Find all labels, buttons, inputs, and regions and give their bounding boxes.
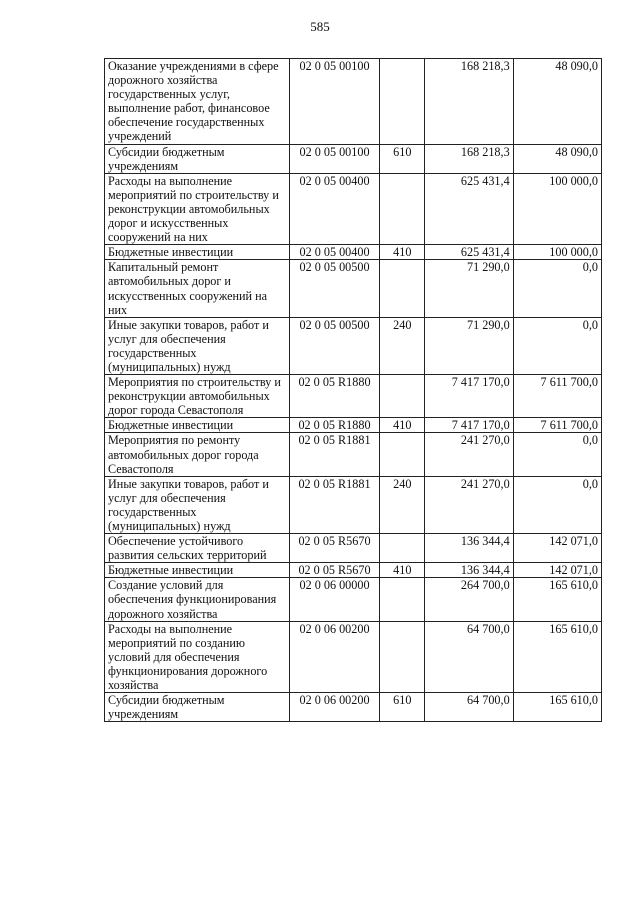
- amount-year-1-cell: 71 290,0: [425, 260, 513, 317]
- expense-name-cell: Субсидии бюджетным учреждениям: [105, 693, 290, 722]
- table-row: [105, 375, 602, 418]
- amount-year-1-cell: 136 344,4: [425, 563, 513, 578]
- target-code-cell: 02 0 05 00500: [289, 260, 379, 317]
- expense-name-cell: Бюджетные инвестиции: [105, 563, 290, 578]
- amount-year-1-cell: 71 290,0: [425, 317, 513, 374]
- expense-name-cell: Капитальный ремонт автомобильных дорог и искусственных сооружений на них: [105, 260, 290, 317]
- target-code-cell: 02 0 05 R1880: [289, 375, 379, 418]
- target-code-cell: 02 0 05 00500: [289, 317, 379, 374]
- amount-year-1-cell: 264 700,0: [425, 578, 513, 621]
- table-row: [105, 59, 602, 145]
- table-row: [105, 563, 602, 578]
- expense-type-cell: 240: [380, 476, 425, 533]
- target-code-cell: 02 0 06 00000: [289, 578, 379, 621]
- amount-year-1-cell: 168 218,3: [425, 144, 513, 173]
- table-row: [105, 578, 602, 621]
- target-code-cell: 02 0 05 00400: [289, 245, 379, 260]
- target-code-cell: 02 0 05 R5670: [289, 534, 379, 563]
- target-code-cell: 02 0 05 R1881: [289, 433, 379, 476]
- target-code-cell: 02 0 05 00100: [289, 59, 379, 145]
- target-code-cell: 02 0 05 R5670: [289, 563, 379, 578]
- expense-type-cell: [380, 534, 425, 563]
- amount-year-2-cell: 7 611 700,0: [513, 418, 601, 433]
- target-code-cell: 02 0 05 R1881: [289, 476, 379, 533]
- amount-year-1-cell: 625 431,4: [425, 245, 513, 260]
- expense-type-cell: [380, 59, 425, 145]
- table-row: [105, 245, 602, 260]
- budget-table: [104, 58, 602, 722]
- amount-year-1-cell: 241 270,0: [425, 476, 513, 533]
- amount-year-1-cell: 64 700,0: [425, 693, 513, 722]
- table-row: [105, 418, 602, 433]
- table-row: [105, 144, 602, 173]
- amount-year-2-cell: 165 610,0: [513, 578, 601, 621]
- expense-name-cell: Иные закупки товаров, работ и услуг для обеспечения государственных (муниципальных) нужд: [105, 317, 290, 374]
- amount-year-2-cell: 0,0: [513, 317, 601, 374]
- amount-year-2-cell: 100 000,0: [513, 173, 601, 244]
- table-row: [105, 260, 602, 317]
- expense-name-cell: Обеспечение устойчивого развития сельских территорий: [105, 534, 290, 563]
- target-code-cell: 02 0 05 00100: [289, 144, 379, 173]
- amount-year-2-cell: 165 610,0: [513, 621, 601, 692]
- amount-year-2-cell: 165 610,0: [513, 693, 601, 722]
- amount-year-2-cell: 0,0: [513, 476, 601, 533]
- table-row: [105, 476, 602, 533]
- amount-year-2-cell: 0,0: [513, 433, 601, 476]
- expense-type-cell: 410: [380, 418, 425, 433]
- expense-type-cell: [380, 375, 425, 418]
- table-row: [105, 534, 602, 563]
- expense-type-cell: 610: [380, 693, 425, 722]
- amount-year-2-cell: 0,0: [513, 260, 601, 317]
- page-number: 585: [310, 19, 330, 34]
- amount-year-2-cell: 100 000,0: [513, 245, 601, 260]
- expense-name-cell: Расходы на выполнение мероприятий по строительству и реконструкции автомобильных дорог и искусственных сооружений на них: [105, 173, 290, 244]
- table-row: [105, 317, 602, 374]
- amount-year-1-cell: 64 700,0: [425, 621, 513, 692]
- target-code-cell: 02 0 05 R1880: [289, 418, 379, 433]
- amount-year-1-cell: 625 431,4: [425, 173, 513, 244]
- target-code-cell: 02 0 06 00200: [289, 693, 379, 722]
- expense-type-cell: 610: [380, 144, 425, 173]
- table-row: [105, 621, 602, 692]
- target-code-cell: 02 0 05 00400: [289, 173, 379, 244]
- target-code-cell: 02 0 06 00200: [289, 621, 379, 692]
- expense-type-cell: 410: [380, 563, 425, 578]
- table-row: [105, 693, 602, 722]
- amount-year-1-cell: 7 417 170,0: [425, 418, 513, 433]
- expense-type-cell: [380, 260, 425, 317]
- amount-year-2-cell: 142 071,0: [513, 534, 601, 563]
- amount-year-1-cell: 7 417 170,0: [425, 375, 513, 418]
- amount-year-2-cell: 48 090,0: [513, 144, 601, 173]
- table-row: [105, 173, 602, 244]
- expense-name-cell: Иные закупки товаров, работ и услуг для обеспечения государственных (муниципальных) нужд: [105, 476, 290, 533]
- expense-type-cell: 410: [380, 245, 425, 260]
- amount-year-1-cell: 136 344,4: [425, 534, 513, 563]
- expense-name-cell: Мероприятия по строительству и реконструкции автомобильных дорог города Севастополя: [105, 375, 290, 418]
- expense-type-cell: [380, 433, 425, 476]
- amount-year-2-cell: 142 071,0: [513, 563, 601, 578]
- expense-type-cell: 240: [380, 317, 425, 374]
- budget-table-body: [105, 59, 602, 722]
- amount-year-2-cell: 7 611 700,0: [513, 375, 601, 418]
- amount-year-1-cell: 168 218,3: [425, 59, 513, 145]
- expense-type-cell: [380, 173, 425, 244]
- expense-name-cell: Создание условий для обеспечения функционирования дорожного хозяйства: [105, 578, 290, 621]
- table-row: [105, 433, 602, 476]
- expense-name-cell: Бюджетные инвестиции: [105, 245, 290, 260]
- expense-type-cell: [380, 621, 425, 692]
- amount-year-2-cell: 48 090,0: [513, 59, 601, 145]
- expense-name-cell: Субсидии бюджетным учреждениям: [105, 144, 290, 173]
- expense-name-cell: Оказание учреждениями в сфере дорожного хозяйства государственных услуг, выполнение работ, финансовое обеспечение государственных учреждений: [105, 59, 290, 145]
- expense-name-cell: Мероприятия по ремонту автомобильных дорог города Севастополя: [105, 433, 290, 476]
- amount-year-1-cell: 241 270,0: [425, 433, 513, 476]
- expense-name-cell: Бюджетные инвестиции: [105, 418, 290, 433]
- expense-type-cell: [380, 578, 425, 621]
- expense-name-cell: Расходы на выполнение мероприятий по созданию условий для обеспечения функционирования дорожного хозяйства: [105, 621, 290, 692]
